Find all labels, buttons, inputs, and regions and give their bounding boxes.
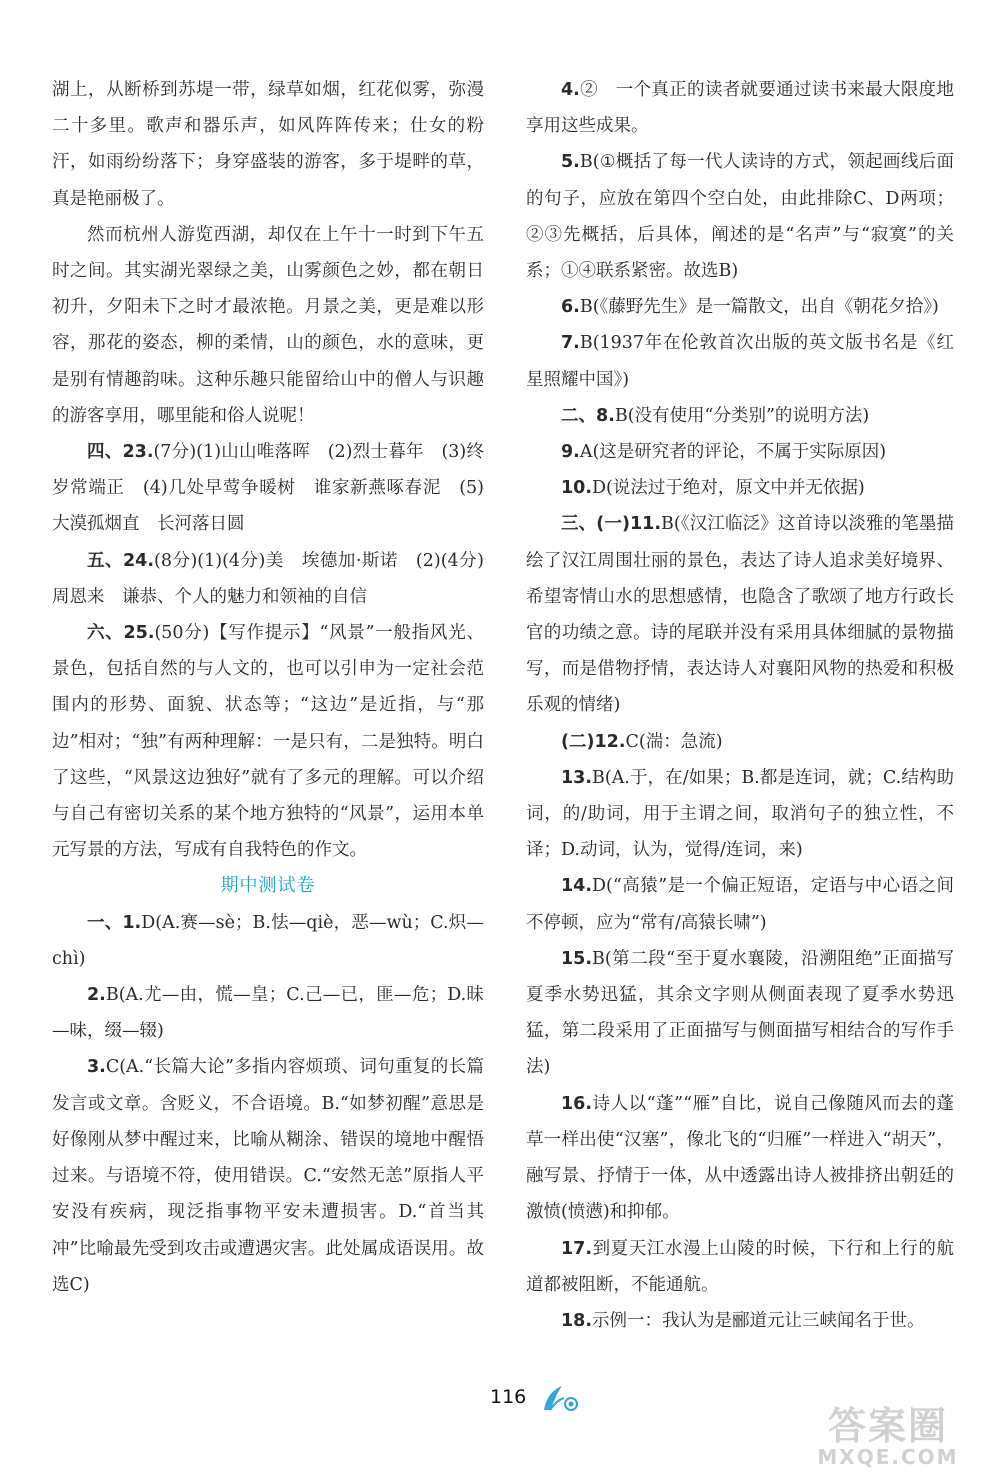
question-number: 2. bbox=[87, 985, 106, 1006]
answer-item bbox=[526, 1086, 954, 1231]
question-number: 3. bbox=[87, 1057, 106, 1078]
answer-item bbox=[526, 470, 954, 506]
answer-text: D(说法过于绝对，原文中并无依据) bbox=[592, 478, 865, 499]
answer-text: 然而杭州人游览西湖，却仅在上午十一时到下午五时之间。其实湖光翠绿之美，山雾颜色之妙，都在朝日初升，夕阳未下之时才最浓艳。月景之美，更是难以形容，那花的姿态，柳的柔情，山的颜色，水的意味，更是别有情趣韵味。这种乐趣只能留给山中的僧人与识趣的游客享用，哪里能和俗人说呢！ bbox=[52, 224, 484, 426]
question-number: 13. bbox=[561, 767, 593, 788]
question-number: 六、25. bbox=[87, 623, 155, 644]
question-number: 16. bbox=[561, 1093, 593, 1114]
answer-text: (50分)【写作提示】“风景”一般指风光、景色，包括自然的与人文的，也可以引申为一定社会范围内的形势、面貌、状态等；“这边”是近指，与“那边”相对；“独”有两种理解：一是只有，二是独特。明白了这些，“风景这边独好”就有了多元的理解。可以介绍与自己有密切关系的某个地方独特的“风景”，运用本单元写景的方法，写成有自我特色的作文。 bbox=[52, 623, 484, 861]
question-number: 6. bbox=[561, 297, 580, 318]
answer-item bbox=[526, 144, 954, 289]
answer-item bbox=[52, 977, 484, 1049]
watermark-url: MXQE.COM bbox=[817, 1445, 959, 1469]
answer-text: 示例一：我认为是郦道元让三峡闻名于世。 bbox=[592, 1310, 925, 1331]
answer-text: C(湍：急流) bbox=[625, 731, 723, 752]
answer-item bbox=[526, 289, 954, 325]
answer-item bbox=[526, 72, 954, 144]
answer-item bbox=[52, 543, 484, 615]
answer-text: B(《汉江临泛》这首诗以淡雅的笔墨描绘了汉江周围壮丽的景色，表达了诗人追求美好境界、希望寄情山水的思想感情，也隐含了歌颂了地方行政长官的功绩之意。诗的尾联并没有采用具体细腻的景物描写，而是借物抒情，表达诗人对襄阳风物的热爱和积极乐观的情绪) bbox=[526, 514, 955, 716]
watermark-logo: 答案圈 bbox=[827, 1404, 948, 1448]
answer-item bbox=[52, 217, 484, 434]
answer-text: B(1937年在伦敦首次出版的英文版书名是《红星照耀中国》) bbox=[526, 333, 954, 390]
answer-item bbox=[52, 1049, 484, 1302]
question-number: 5. bbox=[561, 152, 580, 173]
answer-item bbox=[526, 325, 954, 397]
answer-item bbox=[526, 941, 954, 1086]
answer-item bbox=[526, 1231, 954, 1303]
answer-text: (8分)(1)(4分)美 埃德加·斯诺 (2)(4分)周恩来 谦恭、个人的魅力和领袖的自信 bbox=[52, 550, 484, 607]
answer-text: (7分)(1)山山唯落晖 (2)烈士暮年 (3)终岁常端正 (4)几处早莺争暖树 谁家新燕啄春泥 (5)大漠孤烟直 长河落日圆 bbox=[52, 442, 484, 535]
answer-text: B(第二段“至于夏水襄陵，沿溯阻绝”正面描写夏季水势迅猛，其余文字则从侧面表现了夏季水势迅猛，第二段采用了正面描写与侧面描写相结合的写作手法) bbox=[526, 948, 954, 1078]
answer-text: B(《藤野先生》是一篇散文，出自《朝花夕拾》) bbox=[579, 297, 939, 318]
answer-text: B(A.于，在/如果；B.都是连词，就；C.结构助词，的/助词，用于主谓之间，取消句子的独立性，不译；D.动词，认为，觉得/连词，来) bbox=[526, 767, 954, 861]
answer-item bbox=[52, 615, 484, 868]
question-number: 18. bbox=[561, 1310, 593, 1331]
continued-paragraph bbox=[52, 72, 484, 217]
answer-text: B(A.尤—由，慌—皇；C.己—已，匪—危；D.昧—味，缀—辍) bbox=[52, 985, 484, 1042]
right-column bbox=[526, 72, 954, 1339]
left-column bbox=[52, 72, 484, 1303]
answer-item bbox=[526, 1303, 954, 1339]
leaf-swirl-icon bbox=[540, 1384, 580, 1418]
answer-text: 到夏天江水漫上山陵的时候，下行和上行的航道都被阻断，不能通航。 bbox=[526, 1238, 954, 1295]
answer-text: B(没有使用“分类别”的说明方法) bbox=[614, 405, 870, 426]
answer-text: 湖上，从断桥到苏堤一带，绿草如烟，红花似雾，弥漫二十多里。歌声和器乐声，如风阵阵传来；仕女的粉汗，如雨纷纷落下；身穿盛装的游客，多于堤畔的草，真是艳丽极了。 bbox=[52, 80, 484, 209]
section-heading: 期中测试卷 bbox=[220, 875, 316, 897]
question-number: 7. bbox=[561, 333, 580, 354]
question-number: 一、1. bbox=[87, 912, 142, 933]
answer-text: C(A.“长篇大论”多指内容烦琐、词句重复的长篇发言或文章。含贬义，不合语境。B.“如梦初醒”意思是好像刚从梦中醒过来，比喻从糊涂、错误的境地中醒悟过来。与语境不符，使用错误。C.“安然无恙”原指人平安没有疾病，现泛指事物平安未遭损害。D.“首当其冲”比喻最先受到攻击或遭遇灾害。此处属成语误用。故选C) bbox=[52, 1057, 484, 1295]
answer-text: ② 一个真正的读者就要通过读书来最大限度地享用这些成果。 bbox=[526, 80, 954, 137]
question-number: 14. bbox=[561, 876, 593, 897]
question-number: 9. bbox=[561, 442, 580, 463]
question-number: 4. bbox=[561, 80, 580, 100]
question-number: 15. bbox=[561, 948, 593, 969]
answer-item bbox=[526, 760, 954, 869]
answer-text: D(A.赛—sè；B.怯—qiè，恶—wù；C.炽—chì) bbox=[52, 912, 484, 969]
question-number: 五、24. bbox=[87, 550, 154, 571]
question-number: 三、(一)11. bbox=[561, 514, 662, 535]
answer-text: B(①概括了每一代人读诗的方式，领起画线后面的句子，应放在第四个空白处，由此排除C、D两项；②③先概括，后具体，阐述的是“名声”与“寂寞”的关系；①④联系紧密。故选B) bbox=[526, 152, 954, 282]
answer-item bbox=[526, 506, 954, 723]
answer-item bbox=[526, 398, 954, 434]
answer-item bbox=[526, 434, 954, 470]
question-number: 17. bbox=[561, 1238, 593, 1259]
question-number: (二)12. bbox=[561, 731, 626, 752]
answer-text: 诗人以“蓬”“雁”自比，说自己像随风而去的蓬草一样出使“汉塞”，像北飞的“归雁”一样进入“胡天”，融写景、抒情于一体，从中透露出诗人被排挤出朝廷的激愤(愤懑)和抑郁。 bbox=[526, 1093, 954, 1223]
answer-text: A(这是研究者的评论，不属于实际原因) bbox=[579, 442, 887, 463]
answer-item bbox=[526, 724, 954, 760]
page-number: 116 bbox=[490, 1386, 527, 1408]
answer-item bbox=[52, 905, 484, 977]
question-number: 二、8. bbox=[561, 405, 615, 426]
answer-item bbox=[52, 434, 484, 543]
answer-text: D(“高猿”是一个偏正短语，定语与中心语之间不停顿，应为“常有/高猿长啸”) bbox=[526, 876, 954, 933]
question-number: 四、23. bbox=[87, 442, 154, 463]
watermark bbox=[798, 1406, 978, 1472]
answer-item bbox=[526, 868, 954, 940]
question-number: 10. bbox=[561, 478, 593, 499]
